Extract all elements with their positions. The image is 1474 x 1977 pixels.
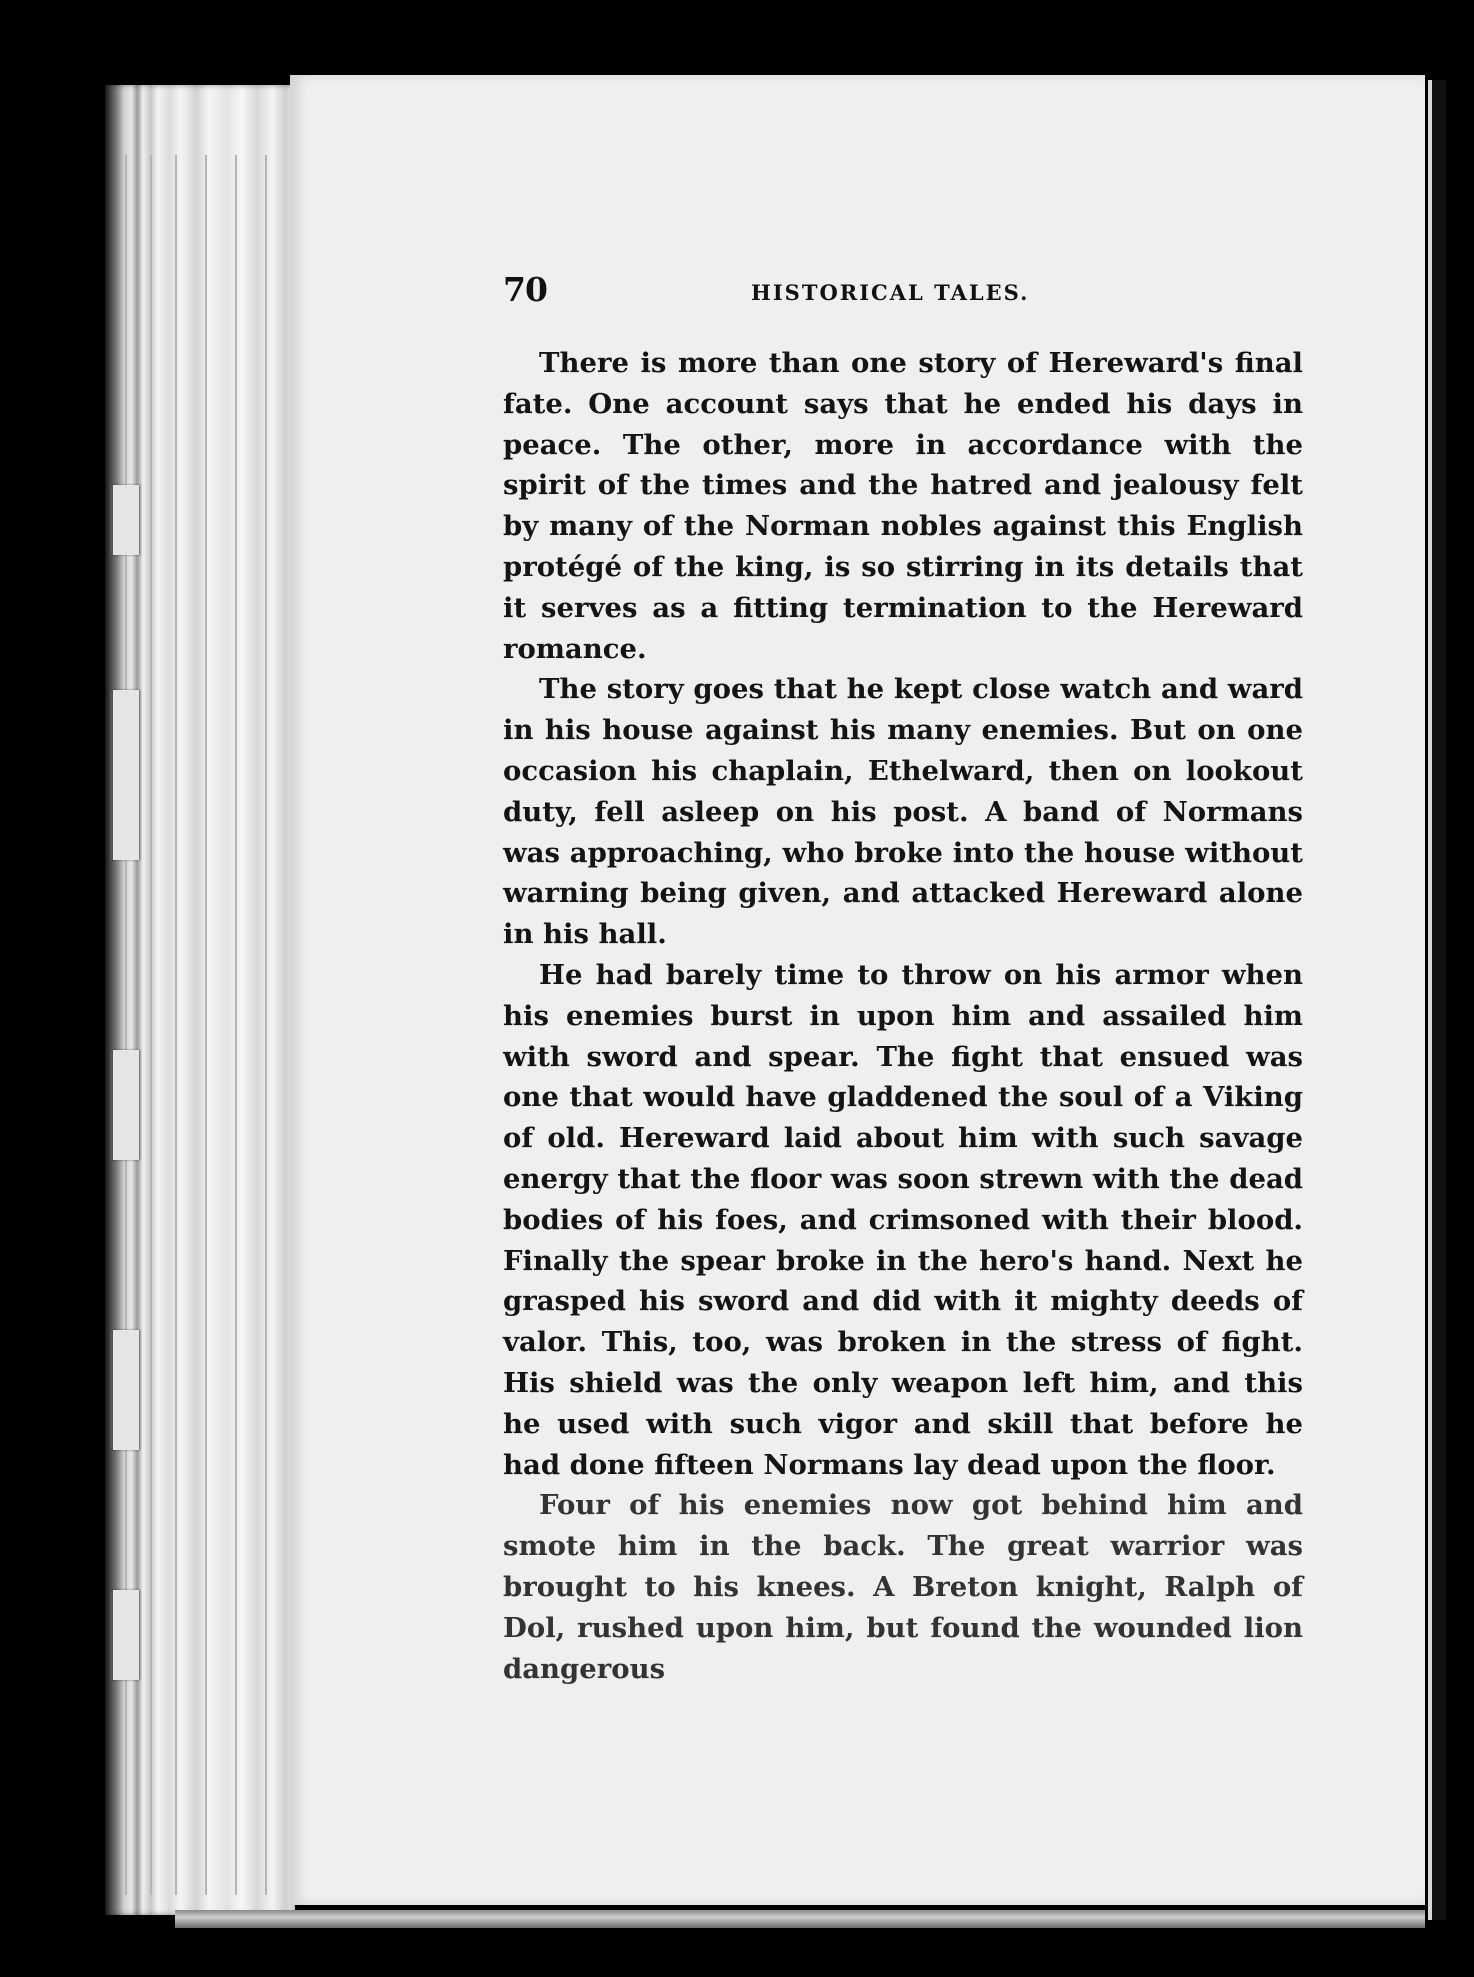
paragraph: He had barely time to throw on his armor when his enemies burst in upon him and assailed him with sword and spear. The fight that ensued was one that would have gladdened the soul of a Viking of old. Hereward laid about him with such savage energy that the floor was soon strewn with the dead bodies of his foes, and crimsoned with their blood. Finally the spear broke in the hero's hand. Next he grasped his sword and did with it mighty deeds of valor. This, too, was broken in the stress of fight. His shield was the only weapon left him, and this he used with such vigor and skill that before he had done fifteen Normans lay dead upon the floor. xyxy=(503,958,1303,1481)
page-edge-line xyxy=(205,155,207,1895)
page-tab-mark xyxy=(110,485,139,555)
page-bottom-edge xyxy=(175,1910,1425,1928)
page-header xyxy=(503,270,1303,320)
paragraph: The story goes that he kept close watch and ward in his house against his many enemies. But on one occasion his chaplain, Ethelward, then on lookout duty, fell asleep on his post. A band of Normans was approaching, who broke into the house without warning being given, and attacked Hereward alone in his hall. xyxy=(503,673,1303,951)
running-head: HISTORICAL TALES. xyxy=(751,280,1030,305)
page-number: 70 xyxy=(503,270,547,309)
page-edge-line xyxy=(175,155,177,1895)
page-tab-mark xyxy=(110,1590,139,1680)
page-tab-mark xyxy=(110,690,139,860)
page-edge-line xyxy=(150,155,152,1895)
right-page-edge xyxy=(1428,80,1446,1920)
paragraph: There is more than one story of Hereward's final fate. One account says that he ended his days in peace. The other, more in accordance with the spirit of the times and the hatred and jealousy felt by many of the Norman nobles against this English protégé of the king, is so stirring in its details that it serves as a fitting termination to the Hereward romance. xyxy=(503,347,1303,665)
body-text xyxy=(503,343,1303,1689)
page-tab-mark xyxy=(110,1050,139,1160)
page-edge-line xyxy=(265,155,267,1895)
page-edge-line xyxy=(235,155,237,1895)
paragraph: Four of his enemies now got behind him and smote him in the back. The great warrior was brought to his knees. A Breton knight, Ralph of Dol, rushed upon him, but found the wounded lion dangerous xyxy=(503,1489,1303,1685)
page-tab-mark xyxy=(110,1330,139,1450)
